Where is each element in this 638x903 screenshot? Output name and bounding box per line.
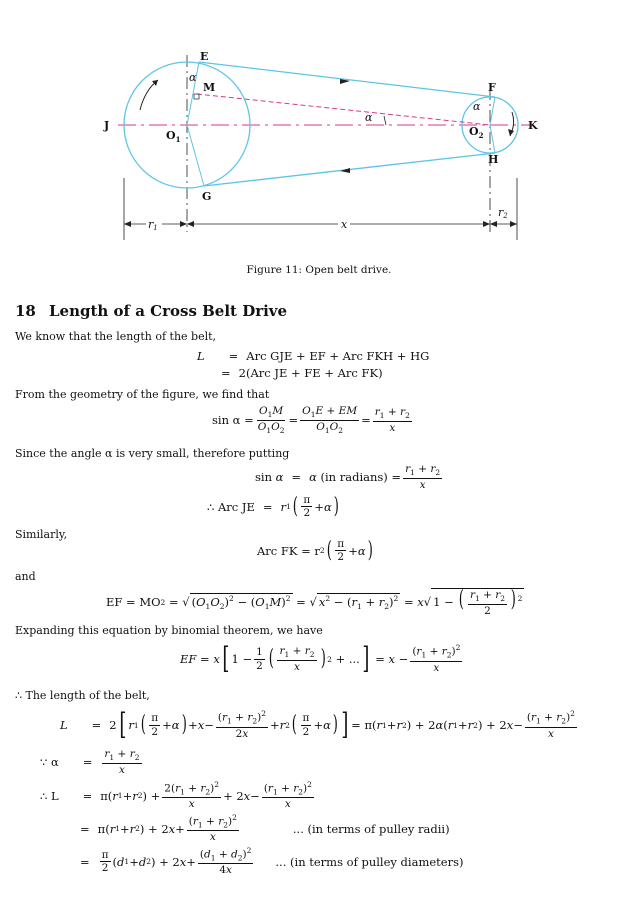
equation-arc-fk: Arc FK = r 2 ( π 2 + α )	[257, 537, 373, 564]
para-therefore-length: ∴ The length of the belt,	[15, 689, 150, 702]
equation-L-full: L = 2 [ r 1 ( π 2 + α ) + x − $(r_1 + r_2)^2$ 2x + r 2 ( π 2 + α ) ] = π( r 1 + r 2 ) + 2 α ( r 1 + r 2 ) + 2 x − $(r_1 + r_2)^2$ x	[60, 707, 575, 742]
para-similarly: Similarly,	[15, 528, 68, 541]
dim-x-label: x	[341, 218, 348, 231]
para-binomial: Expanding this equation by binomial theorem, we have	[15, 624, 323, 637]
equation-L-diameters: = π 2 ( d 1 + d 2 ) + 2 x + $(d_1 + d_2)^2$ 4x ... (in terms of pulley diameters)	[80, 846, 464, 877]
dim-r1-label: r1	[148, 218, 158, 232]
radius-o2-f	[490, 97, 495, 125]
angle-mark	[384, 116, 386, 125]
radius-o2-h	[490, 125, 495, 153]
section-heading: 18 Length of a Cross Belt Drive	[15, 302, 288, 320]
dim-arrowhead	[490, 221, 497, 227]
label-o2: $O_2$	[469, 125, 484, 140]
equation-sin-alpha-approx: sin α = α (in radians) = $\frac{r_1 + r_2}{x}$	[255, 463, 441, 491]
label-o1: $O_1$	[166, 129, 181, 144]
dim-arrowhead	[483, 221, 490, 227]
equation-sin-alpha: sin α = $\frac{O_1M}{O_1O_2}$ = $O_1E$ + EM $O_1O_2$ = $r_1 + r_2$ x	[212, 405, 410, 435]
label-f: F	[488, 81, 496, 94]
equation-ef: EF = MO 2 = √ $(O_1O_2)^2 - (O_1M)^2$ = √ $x^2 - (r_1 + r_2)^2$ = x √ 1 − ( $\frac{r_1 + r_2}{2}$ ) $^2$	[106, 587, 523, 617]
equation-L-radii: = π( r 1 + r 2 ) + 2 x + $(r_1 + r_2)^2$ x ... (in terms of pulley radii)	[80, 813, 450, 844]
equation-length-1: L = Arc GJE + EF + Arc FKH + HG	[197, 349, 430, 363]
figure-caption: Figure 11: Open belt drive.	[246, 264, 392, 276]
alpha-label-3: α	[473, 100, 481, 113]
right-angle-mark	[194, 94, 199, 99]
radius-o1-g	[187, 125, 204, 186]
alpha-label-2: α	[365, 111, 373, 124]
para-and: and	[15, 570, 36, 583]
equation-alpha: ∵ α = $r_1 + r_2$ x	[40, 748, 140, 776]
para-belt-length: We know that the length of the belt,	[15, 330, 217, 343]
label-j: J	[104, 119, 110, 132]
label-k: K	[528, 119, 538, 132]
equation-ef-expanded: EF = x [ 1 − 1 2 ( $r_1 + r_2$ x ) 2 + ... ] = x − $(r_1 + r_2)^2$ x	[180, 641, 461, 676]
line-m-o2	[197, 94, 490, 125]
belt-upper	[199, 62, 495, 97]
belt-drive-figure	[0, 0, 638, 262]
label-h: H	[488, 153, 499, 166]
equation-arc-je: ∴ Arc JE = r 1 ( π 2 + α )	[207, 493, 339, 520]
dim-r2-label: r2	[498, 206, 508, 220]
label-g: G	[202, 190, 212, 203]
para-small-angle: Since the angle α is very small, therefore putting	[15, 447, 290, 460]
dim-arrowhead	[187, 221, 194, 227]
label-m: M	[203, 81, 216, 94]
dim-arrowhead	[180, 221, 187, 227]
para-geometry: From the geometry of the figure, we find that	[15, 388, 270, 401]
dim-arrowhead	[124, 221, 131, 227]
dim-arrowhead	[510, 221, 517, 227]
label-e: E	[200, 50, 209, 63]
equation-length-2: = 2(Arc JE + FE + Arc FK)	[221, 366, 383, 380]
equation-L-subst: ∴ L = π( r 1 + r 2 ) + $2(r_1 + r_2)^2$ x + 2 x − $(r_1 + r_2)^2$ x	[40, 780, 312, 811]
alpha-label-1: α	[189, 71, 197, 84]
